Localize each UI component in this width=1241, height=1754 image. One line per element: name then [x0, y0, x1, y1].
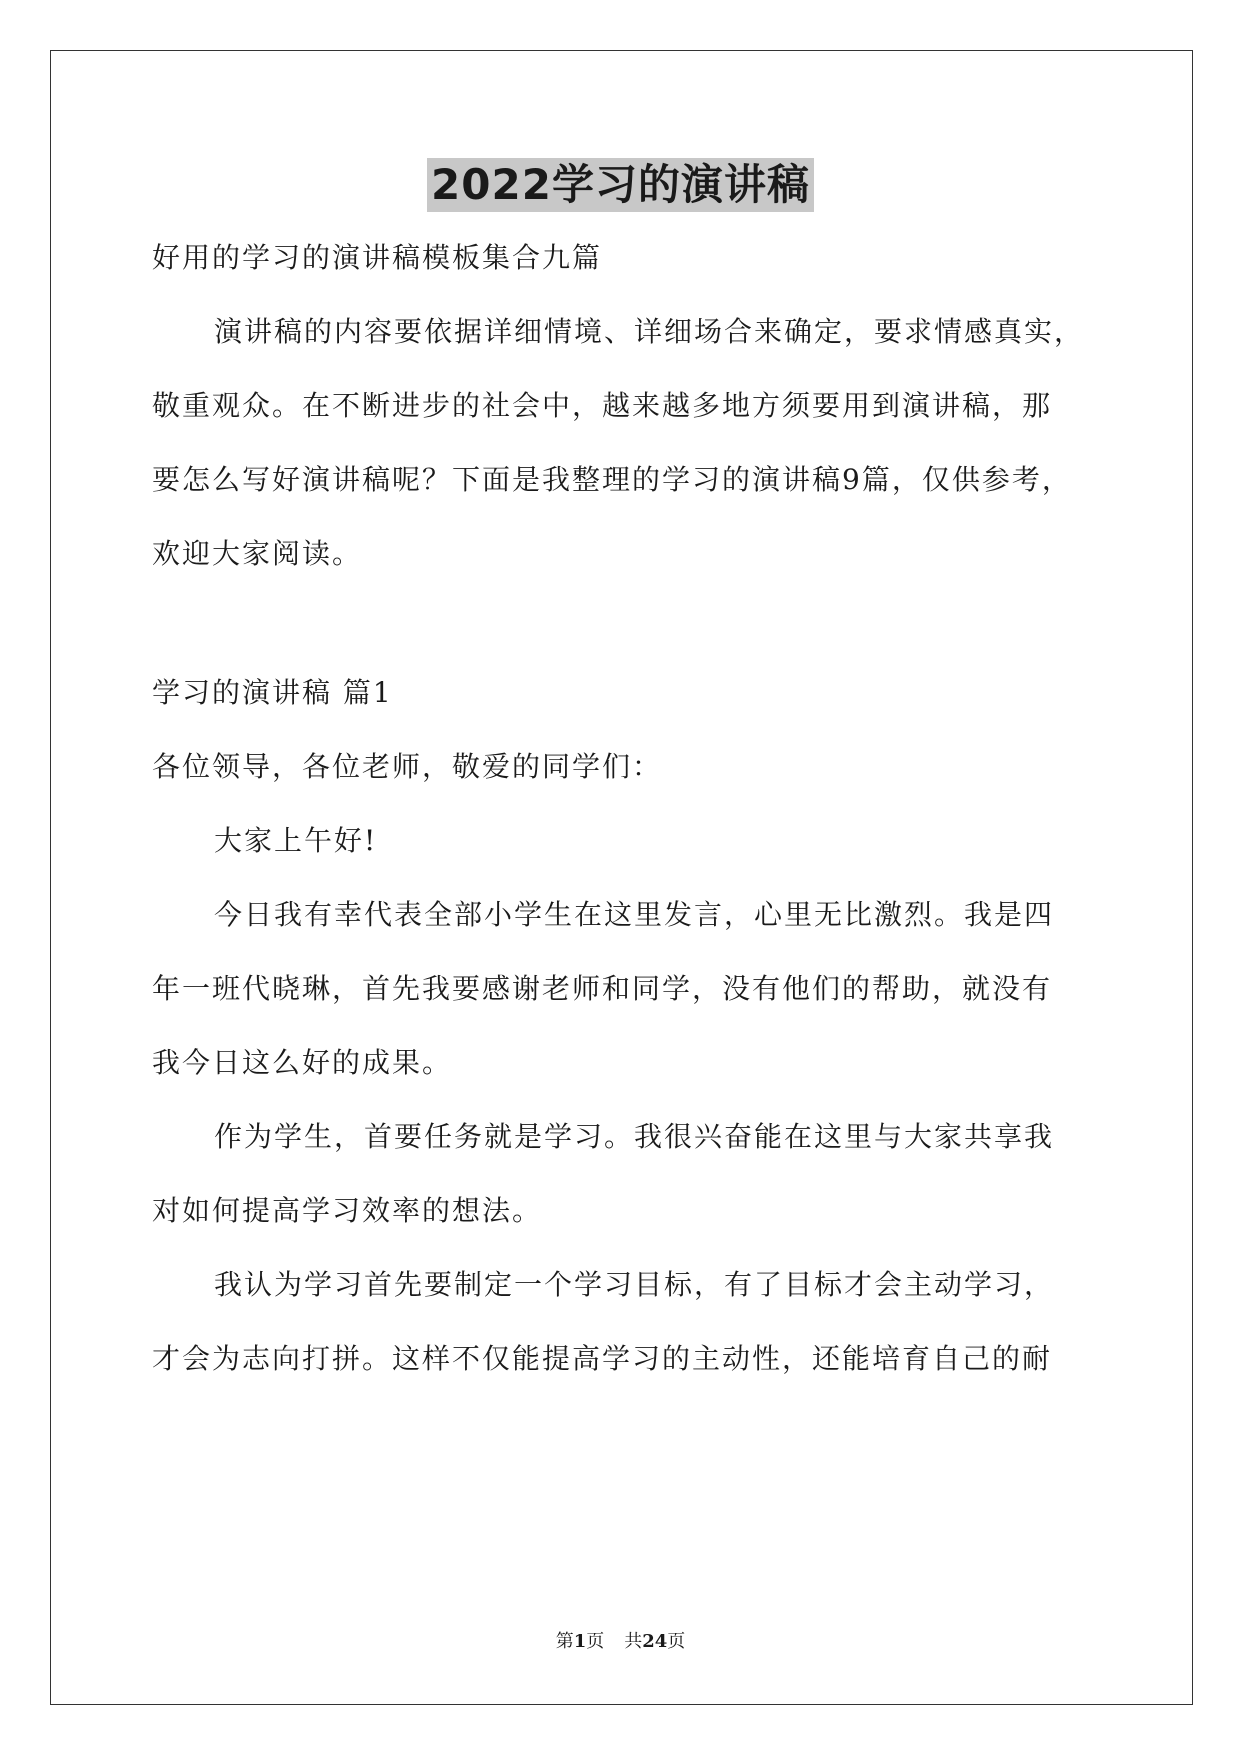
- section-heading: 学习的演讲稿 篇1: [152, 676, 393, 709]
- page-footer: [0, 1630, 1241, 1654]
- body-line-4: 作为学生，首要任务就是学习。我很兴奋能在这里与大家共享我: [214, 1120, 1055, 1153]
- document-subtitle: 好用的学习的演讲稿模板集合九篇: [152, 241, 603, 274]
- body-line-5: 对如何提高学习效率的想法。: [152, 1194, 543, 1227]
- intro-line-1: 演讲稿的内容要依据详细情境、详细场合来确定，要求情感真实，: [214, 315, 1085, 348]
- page-border: [50, 50, 1193, 1705]
- body-line-1: 今日我有幸代表全部小学生在这里发言，心里无比激烈。我是四: [214, 898, 1055, 931]
- body-line-6: 我认为学习首先要制定一个学习目标，有了目标才会主动学习，: [214, 1268, 1055, 1301]
- title-wrap: [0, 158, 1241, 212]
- intro-line-2: 敬重观众。在不断进步的社会中，越来越多地方须要用到演讲稿，那: [152, 389, 1053, 422]
- page-prefix: 第: [555, 1631, 574, 1652]
- page-suffix: 页: [586, 1631, 605, 1652]
- greeting: 大家上午好!: [214, 824, 378, 857]
- intro-line-4: 欢迎大家阅读。: [152, 537, 363, 570]
- total-pages: 24: [642, 1631, 668, 1652]
- intro-line-3: 要怎么写好演讲稿呢？下面是我整理的学习的演讲稿9篇，仅供参考，: [152, 463, 1072, 496]
- body-line-2: 年一班代晓琳，首先我要感谢老师和同学，没有他们的帮助，就没有: [152, 972, 1053, 1005]
- page-number: 1: [573, 1631, 587, 1652]
- document-title: 2022学习的演讲稿: [427, 158, 814, 212]
- total-suffix: 页: [667, 1631, 686, 1652]
- body-line-7: 才会为志向打拼。这样不仅能提高学习的主动性，还能培育自己的耐: [152, 1342, 1053, 1375]
- body-line-3: 我今日这么好的成果。: [152, 1046, 453, 1079]
- salutation: 各位领导，各位老师，敬爱的同学们：: [152, 750, 663, 783]
- total-prefix: 共: [624, 1631, 643, 1652]
